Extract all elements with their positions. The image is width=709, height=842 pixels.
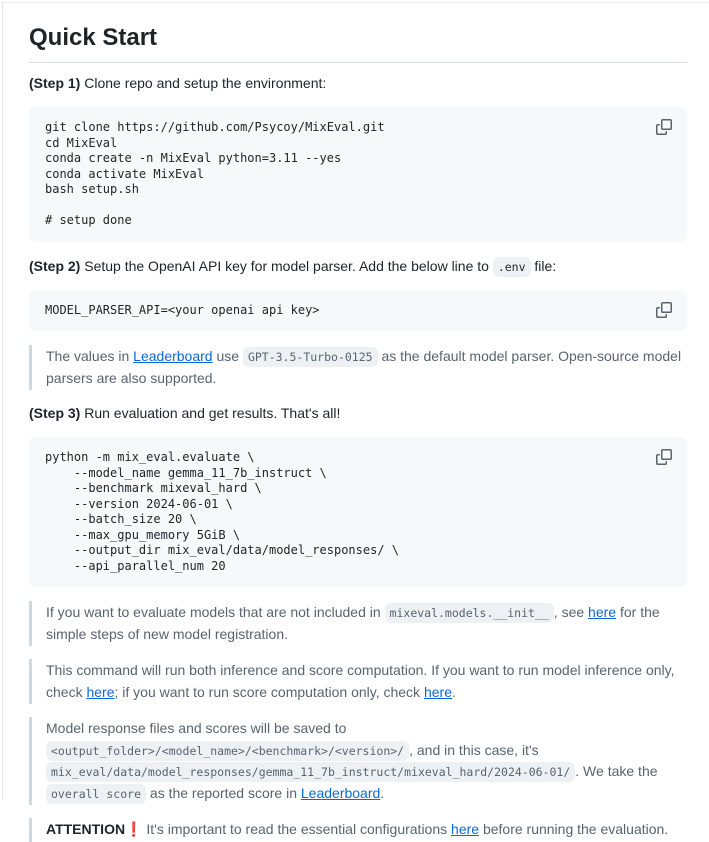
page-container <box>2 2 709 837</box>
env-file-inline-code: .env <box>493 257 531 277</box>
overall-score-inline-code: overall score <box>46 784 146 804</box>
code-line: conda activate MixEval <box>45 166 204 181</box>
step3-label: (Step 3) <box>29 405 81 421</box>
note2-text-3: for the simple steps of new model registration. <box>46 604 660 642</box>
code-line <box>45 198 671 214</box>
code-line: cd MixEval <box>45 135 118 150</box>
code-line: --batch_size 20 \ <box>45 512 197 526</box>
note-output <box>29 717 687 805</box>
note4-text-2: , and in this case, it's <box>409 741 539 758</box>
note1-text-2: use <box>212 348 243 364</box>
code-line: --api_parallel_num 20 <box>45 558 226 573</box>
attention-label: ATTENTION <box>46 821 126 837</box>
exclamation-emoji: ❗ <box>125 821 143 837</box>
note-inference <box>29 659 687 704</box>
note4-text-3: . We take the <box>575 763 658 779</box>
code-line: conda create -n MixEval python=3.11 --yes <box>45 151 342 165</box>
code-line: --output_dir mix_eval/data/model_responses/ \ <box>45 543 400 557</box>
note4-text-5: . <box>380 784 385 801</box>
note-parser <box>29 345 687 390</box>
configurations-here-link[interactable]: here <box>451 821 480 837</box>
step2-text-after: file: <box>530 257 557 274</box>
step2-label: (Step 2) <box>29 257 81 274</box>
score-here-link[interactable]: here <box>423 683 452 700</box>
gpt-parser-inline-code: GPT-3.5-Turbo-0125 <box>243 347 378 367</box>
step3-paragraph <box>29 403 687 424</box>
code-line: bash setup.sh <box>45 182 139 196</box>
step3-text: Run evaluation and get results. That's all! <box>80 405 341 421</box>
copy-button[interactable] <box>654 299 676 321</box>
copy-icon <box>656 119 674 135</box>
note-registration <box>29 601 687 646</box>
code-line: --version 2024-06-01 \ <box>45 496 233 511</box>
step1-paragraph <box>29 73 687 94</box>
note2-text-2: , see <box>553 604 589 620</box>
output-path-example-inline-code: mix_eval/data/model_responses/gemma_11_7b_instruct/mixeval_hard/2024-06-01/ <box>46 762 575 782</box>
code-line: MODEL_PARSER_API=<your openai api key> <box>45 302 320 317</box>
code-block-clone <box>29 107 687 242</box>
code-line: --max_gpu_memory 5GiB \ <box>45 527 241 542</box>
step2-text-before: Setup the OpenAI API key for model parser. Add the below line to <box>80 257 493 274</box>
note1-text-3: as the default model parser. Open-source model parsers are also supported. <box>46 348 682 386</box>
note5-text-2: before running the evaluation. <box>479 821 669 837</box>
note2-text-1: If you want to evaluate models that are not included in <box>46 604 385 620</box>
note1-text-1: The values in <box>46 348 134 364</box>
code-line: python -m mix_eval.evaluate \ <box>45 450 255 464</box>
note5-text-1: It's important to read the essential configurations <box>142 821 452 837</box>
step1-text: Clone repo and setup the environment: <box>80 75 327 91</box>
copy-icon <box>656 302 674 318</box>
note3-text-2: ; if you want to run score computation only, check <box>114 683 424 700</box>
page-title: Quick Start <box>29 23 687 63</box>
copy-icon <box>656 449 674 465</box>
note4-text-4: as the reported score in <box>146 784 301 801</box>
code-line: # setup done <box>45 213 132 227</box>
leaderboard-link-2[interactable]: Leaderboard <box>300 784 381 801</box>
step1-label: (Step 1) <box>29 75 81 91</box>
leaderboard-link[interactable]: Leaderboard <box>133 348 213 364</box>
note3-text-1: This command will run both inference and score computation. If you want to run model inference only, check <box>46 662 675 700</box>
copy-button[interactable] <box>654 446 676 468</box>
inference-here-link[interactable]: here <box>86 683 115 700</box>
code-block-env <box>29 290 687 332</box>
note-attention <box>29 818 687 842</box>
code-line: git clone https://github.com/Psycoy/MixEval.git <box>45 120 385 134</box>
step2-paragraph <box>29 256 687 277</box>
copy-button[interactable] <box>654 116 676 138</box>
code-line: --benchmark mixeval_hard \ <box>45 481 262 495</box>
registration-here-link[interactable]: here <box>588 604 617 620</box>
code-line: --model_name gemma_11_7b_instruct \ <box>45 465 327 480</box>
note4-text-1: Model response files and scores will be saved to <box>46 720 347 736</box>
code-block-evaluate <box>29 437 687 587</box>
output-path-template-inline-code: <output_folder>/<model_name>/<benchmark>/<version>/ <box>46 741 409 761</box>
models-init-inline-code: mixeval.models.__init__ <box>385 603 554 623</box>
note3-text-3: . <box>451 683 456 700</box>
